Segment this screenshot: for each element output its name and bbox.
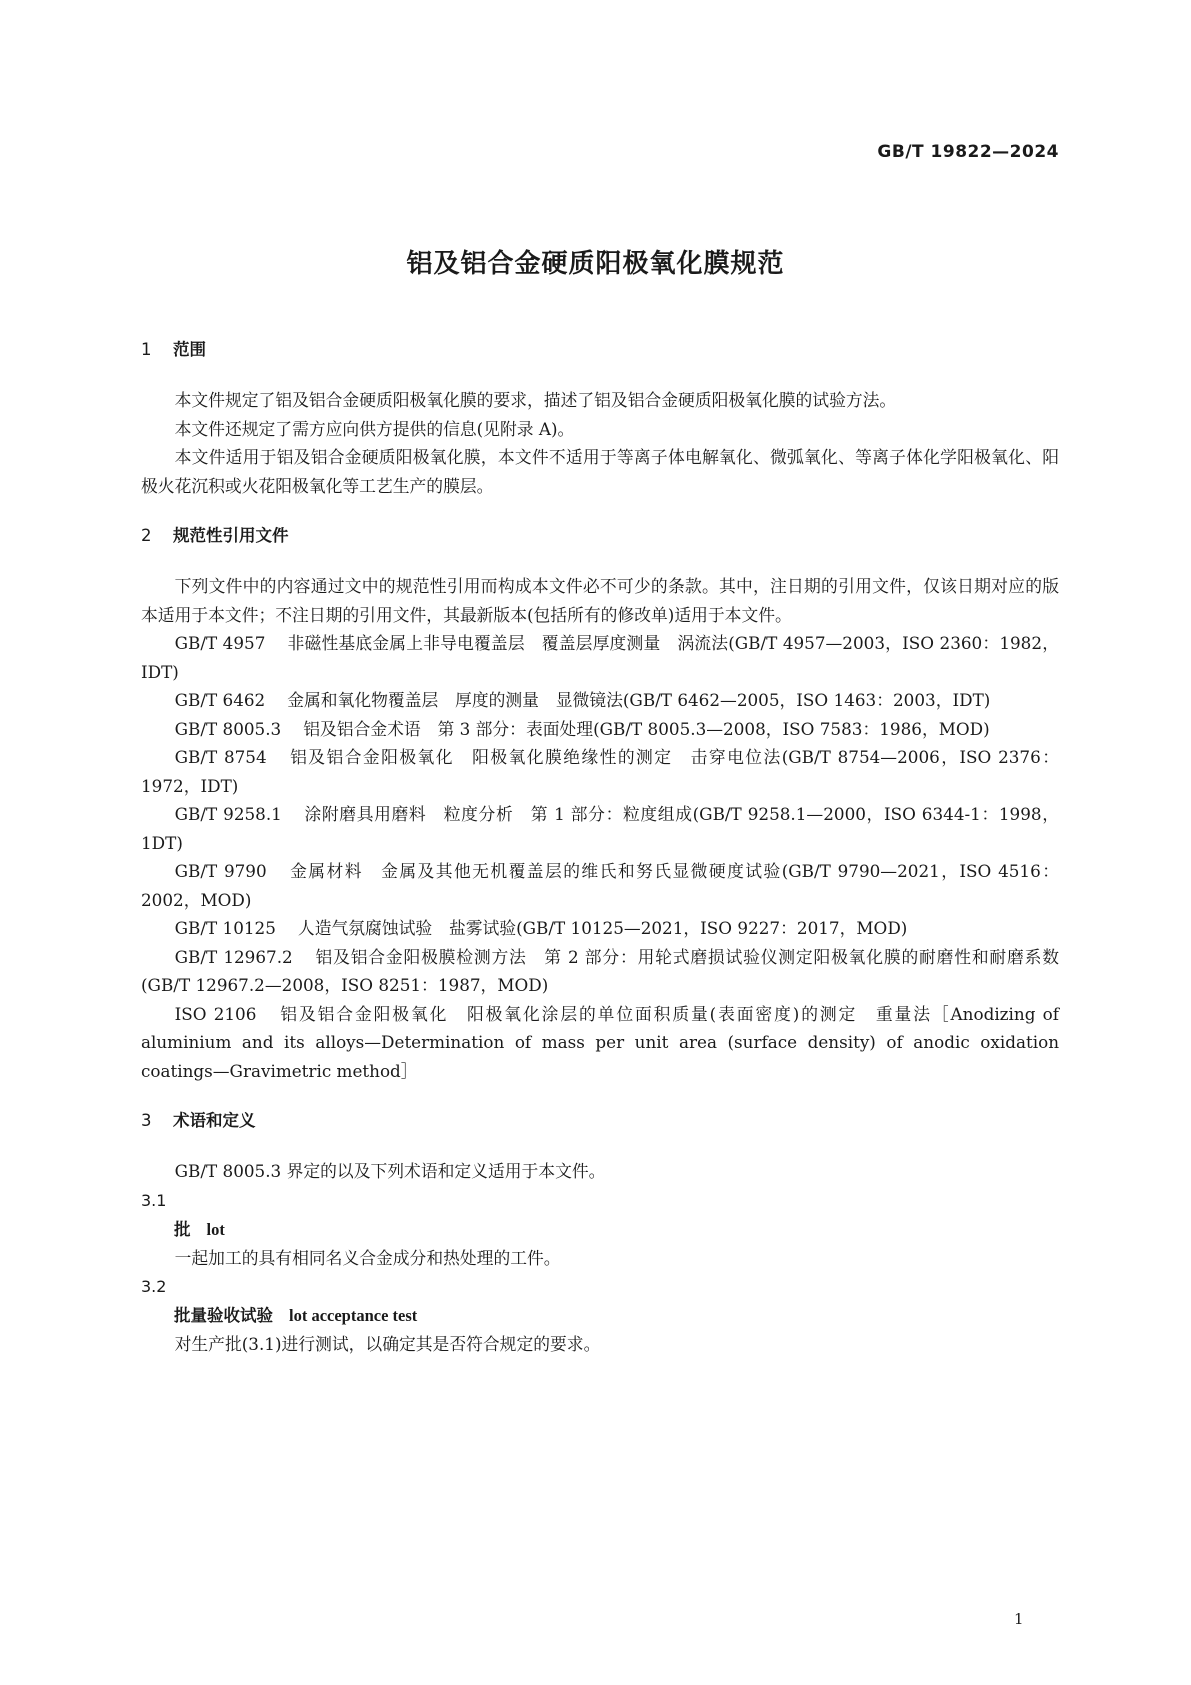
reference-text: 铝及铝合金阳极膜检测方法 第 2 部分：用轮式磨损试验仪测定阳极氧化膜的耐磨性和耐磨系数(GB/T 12967.2—2008，ISO 8251：1987，MOD) [141,946,1059,995]
reference-code: GB/T 9258.1 [174,804,282,824]
term-number: 3.1 [141,1190,167,1210]
paragraph: 下列文件中的内容通过文中的规范性引用而构成本文件必不可少的条款。其中，注日期的引用文件，仅该日期对应的版本适用于本文件；不注日期的引用文件，其最新版本(包括所有的修改单)适用于本文件。 [141,576,1059,625]
section-title: 范围 [173,340,206,359]
reference-entry [141,686,1059,715]
section-heading [141,522,1059,550]
reference-text: 人造气氛腐蚀试验 盐雾试验(GB/T 10125—2021，ISO 9227：2017，MOD) [297,918,908,938]
reference-text: 非磁性基底金属上非导电覆盖层 覆盖层厚度测量 涡流法(GB/T 4957—2003，ISO 2360：1982，IDT) [141,633,1059,682]
term-name-cn: 批 [174,1219,191,1239]
reference-code: GB/T 4957 [174,633,266,653]
term-number: 3.2 [141,1276,167,1296]
reference-text: 金属和氧化物覆盖层 厚度的测量 显微镜法(GB/T 6462—2005，ISO 1463：2003，IDT) [287,690,991,710]
term-name-en: lot [206,1219,225,1239]
section-number: 2 [141,526,152,545]
paragraph: GB/T 8005.3 界定的以及下列术语和定义适用于本文件。 [174,1161,606,1181]
term-name [141,1216,1059,1244]
document-title: 铝及铝合金硬质阳极氧化膜规范 [406,249,785,279]
paragraph: 本文件适用于铝及铝合金硬质阳极氧化膜，本文件不适用于等离子体电解氧化、微弧氧化、等离子体化学阳极氧化、阳极火花沉积或火花阳极氧化等工艺生产的膜层。 [141,447,1059,496]
reference-code: GB/T 9790 [174,861,267,881]
paragraph: 本文件规定了铝及铝合金硬质阳极氧化膜的要求，描述了铝及铝合金硬质阳极氧化膜的试验方法。 [174,390,897,410]
reference-code: GB/T 12967.2 [174,946,293,967]
page-number: 1 [1014,1610,1024,1628]
section-title: 术语和定义 [173,1111,256,1130]
reference-entry [141,943,1059,1000]
paragraph: 本文件还规定了需方应向供方提供的信息(见附录 A)。 [174,418,575,439]
reference-code: GB/T 6462 [174,690,266,710]
reference-entry [141,1000,1059,1086]
term-definition: 一起加工的具有相同名义合金成分和热处理的工件。 [174,1247,561,1268]
reference-code: GB/T 8754 [174,747,267,767]
reference-text: 金属材料 金属及其他无机覆盖层的维氏和努氏显微硬度试验(GB/T 9790—2021，ISO 4516：2002，MOD) [141,861,1059,910]
reference-entry [141,715,1059,744]
term-name [141,1302,1059,1330]
reference-text: 铝及铝合金术语 第 3 部分：表面处理(GB/T 8005.3—2008，ISO 7583：1986，MOD) [303,718,990,739]
reference-entry [141,629,1059,686]
reference-entry [141,800,1059,857]
reference-text: 铝及铝合金阳极氧化 阳极氧化涂层的单位面积质量(表面密度)的测定 重量法［Anodizing of aluminium and its alloys—Determination of mass per unit area (surface density) of anodic oxidation coatings—Gravimetric method］ [141,1003,1059,1081]
document-body [141,336,1059,1358]
standard-code: GB/T 19822—2024 [877,142,1059,162]
section-number: 1 [141,340,152,359]
term-definition: 对生产批(3.1)进行测试，以确定其是否符合规定的要求。 [174,1333,601,1354]
term-name-en: lot acceptance test [289,1305,418,1325]
section-title: 规范性引用文件 [173,526,289,545]
reference-entry [141,914,1059,943]
reference-text: 涂附磨具用磨料 粒度分析 第 1 部分：粒度组成(GB/T 9258.1—2000，ISO 6344-1：1998，1DT) [141,804,1059,853]
term-name-cn: 批量验收试验 [174,1305,273,1325]
section-heading [141,1107,1059,1135]
reference-entry [141,743,1059,800]
reference-entry [141,857,1059,914]
section-heading [141,336,1059,364]
reference-code: GB/T 8005.3 [174,718,282,739]
reference-code: GB/T 10125 [174,918,276,938]
reference-text: 铝及铝合金阳极氧化 阳极氧化膜绝缘性的测定 击穿电位法(GB/T 8754—2006，ISO 2376：1972，IDT) [141,747,1059,796]
section-number: 3 [141,1111,152,1130]
reference-code: ISO 2106 [174,1003,257,1024]
